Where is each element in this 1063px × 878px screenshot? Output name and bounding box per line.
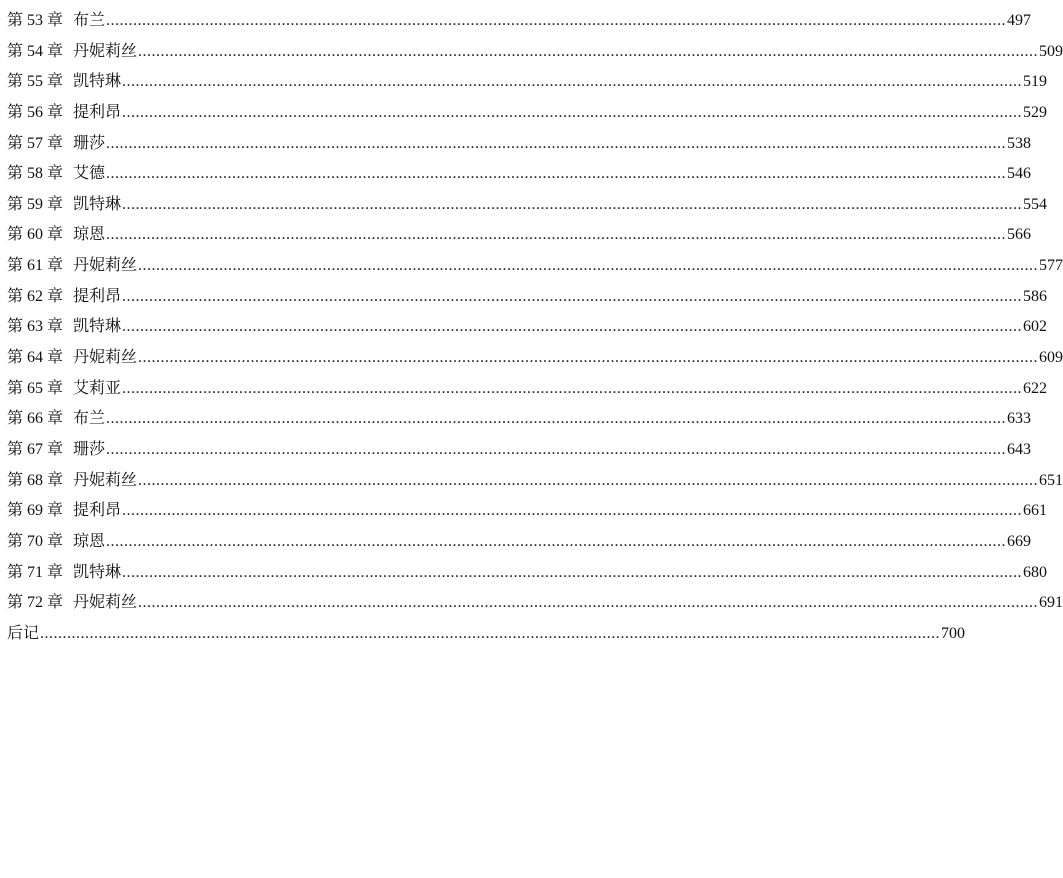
afterword-label: 后记 [7, 624, 40, 642]
chapter-prefix: 第 [7, 471, 24, 489]
dot-leader: ........................................................................................................................................................................................................ [138, 594, 1039, 612]
dot-leader: ........................................................................................................................................................................................................ [122, 287, 1023, 305]
toc-entry[interactable] [7, 312, 1048, 343]
chapter-prefix: 第 [7, 287, 24, 305]
page-number: 609 [1039, 349, 1063, 367]
dot-leader: ........................................................................................................................................................................................................ [106, 226, 1007, 244]
chapter-label [7, 251, 137, 282]
chapter-number: 66 [27, 410, 44, 428]
chapter-suffix: 章 [47, 12, 64, 29]
toc-entry[interactable] [7, 588, 1063, 619]
page-number: 622 [1023, 379, 1048, 397]
dot-leader: ........................................................................................................................................................................................................ [122, 73, 1023, 91]
chapter-title: 布兰 [73, 12, 106, 29]
toc-entry[interactable] [7, 67, 1048, 98]
chapter-label [7, 404, 105, 435]
chapter-title: 艾德 [73, 165, 106, 183]
chapter-suffix: 章 [47, 42, 64, 60]
chapter-suffix: 章 [47, 318, 64, 336]
toc-entry[interactable] [7, 496, 1048, 527]
chapter-suffix: 章 [47, 379, 64, 397]
chapter-number: 53 [27, 12, 44, 29]
chapter-prefix: 第 [7, 195, 24, 213]
chapter-title: 提利昂 [73, 287, 122, 305]
chapter-prefix: 第 [7, 410, 24, 428]
chapter-label [7, 190, 121, 221]
chapter-number: 72 [27, 594, 44, 612]
dot-leader: ........................................................................................................................................................................................................ [138, 42, 1039, 60]
chapter-number: 70 [27, 532, 44, 550]
dot-leader: ........................................................................................................................................................................................................ [106, 532, 1007, 550]
chapter-prefix: 第 [7, 502, 24, 520]
chapter-number: 57 [27, 134, 44, 152]
chapter-prefix: 第 [7, 42, 24, 60]
chapter-label [7, 435, 105, 466]
dot-leader: ........................................................................................................................................................................................................ [106, 134, 1007, 152]
chapter-suffix: 章 [47, 440, 64, 458]
dot-leader: ........................................................................................................................................................................................................ [138, 349, 1039, 367]
chapter-title: 丹妮莉丝 [73, 471, 138, 489]
page-number: 680 [1023, 563, 1048, 581]
chapter-title: 琼恩 [73, 532, 106, 550]
page-number: 554 [1023, 195, 1048, 213]
chapter-suffix: 章 [47, 134, 64, 152]
chapter-title: 提利昂 [73, 103, 122, 121]
chapter-number: 56 [27, 103, 44, 121]
toc-entry[interactable] [7, 37, 1063, 68]
page-number: 577 [1039, 257, 1063, 275]
chapter-label [7, 282, 121, 313]
chapter-title: 凯特琳 [73, 563, 122, 581]
chapter-title: 丹妮莉丝 [73, 257, 138, 275]
page-number: 586 [1023, 287, 1048, 305]
chapter-suffix: 章 [47, 165, 64, 183]
chapter-number: 54 [27, 42, 44, 60]
chapter-prefix: 第 [7, 165, 24, 183]
page-number: 529 [1023, 103, 1048, 121]
toc-entry[interactable] [7, 129, 1032, 160]
dot-leader: ........................................................................................................................................................................................................ [122, 103, 1023, 121]
dot-leader: ........................................................................................................................................................................................................ [138, 257, 1039, 275]
chapter-suffix: 章 [47, 410, 64, 428]
chapter-label [7, 496, 121, 527]
page-number: 669 [1007, 532, 1032, 550]
chapter-prefix: 第 [7, 349, 24, 367]
chapter-number: 62 [27, 287, 44, 305]
chapter-label [7, 343, 137, 374]
chapter-prefix: 第 [7, 103, 24, 121]
chapter-suffix: 章 [47, 594, 64, 612]
toc-entry[interactable] [7, 190, 1048, 221]
chapter-title: 丹妮莉丝 [73, 594, 138, 612]
chapter-number: 58 [27, 165, 44, 183]
chapter-label [7, 98, 121, 129]
chapter-number: 55 [27, 73, 44, 91]
chapter-number: 69 [27, 502, 44, 520]
chapter-prefix: 第 [7, 257, 24, 275]
dot-leader: ........................................................................................................................................................................................................ [106, 410, 1007, 428]
chapter-suffix: 章 [47, 471, 64, 489]
dot-leader: ........................................................................................................................................................................................................ [122, 379, 1023, 397]
chapter-prefix: 第 [7, 594, 24, 612]
chapter-prefix: 第 [7, 440, 24, 458]
toc-entry[interactable] [7, 558, 1048, 589]
chapter-title: 丹妮莉丝 [73, 349, 138, 367]
chapter-number: 60 [27, 226, 44, 244]
dot-leader: ........................................................................................................................................................................................................ [106, 440, 1007, 458]
chapter-number: 68 [27, 471, 44, 489]
dot-leader: ........................................................................................................................................................................................................ [106, 12, 1007, 29]
page-number: 509 [1039, 42, 1063, 60]
chapter-prefix: 第 [7, 532, 24, 550]
chapter-suffix: 章 [47, 349, 64, 367]
toc-entry[interactable] [7, 404, 1032, 435]
dot-leader: ........................................................................................................................................................................................................ [138, 471, 1039, 489]
toc-entry[interactable] [7, 435, 1032, 466]
page-number: 651 [1039, 471, 1063, 489]
dot-leader: ........................................................................................................................................................................................................ [122, 563, 1023, 581]
toc-entry[interactable] [7, 466, 1063, 497]
chapter-label [7, 527, 105, 558]
page-number: 538 [1007, 134, 1032, 152]
chapter-suffix: 章 [47, 73, 64, 91]
toc-entry-afterword[interactable] [7, 619, 966, 650]
chapter-suffix: 章 [47, 226, 64, 244]
chapter-label [7, 129, 105, 160]
chapter-label [7, 159, 105, 190]
chapter-title: 艾莉亚 [73, 379, 122, 397]
toc-entry[interactable] [7, 527, 1032, 558]
chapter-title: 提利昂 [73, 502, 122, 520]
chapter-label [7, 37, 137, 68]
page-number: 566 [1007, 226, 1032, 244]
chapter-title: 珊莎 [73, 134, 106, 152]
toc-entry[interactable] [7, 6, 1032, 37]
chapter-prefix: 第 [7, 318, 24, 336]
chapter-number: 59 [27, 195, 44, 213]
toc-entry[interactable] [7, 220, 1032, 251]
chapter-number: 71 [27, 563, 44, 581]
chapter-label [7, 67, 121, 98]
chapter-suffix: 章 [47, 257, 64, 275]
chapter-label [7, 220, 105, 251]
chapter-title: 凯特琳 [73, 195, 122, 213]
dot-leader: ........................................................................................................................................................................................................ [40, 624, 941, 642]
chapter-suffix: 章 [47, 287, 64, 305]
dot-leader: ........................................................................................................................................................................................................ [122, 502, 1023, 520]
chapter-label [7, 558, 121, 589]
chapter-label [7, 588, 137, 619]
chapter-label [7, 312, 121, 343]
page-number: 546 [1007, 165, 1032, 183]
chapter-prefix: 第 [7, 563, 24, 581]
page-number: 700 [941, 624, 966, 642]
toc-entry[interactable] [7, 98, 1048, 129]
chapter-number: 65 [27, 379, 44, 397]
chapter-number: 67 [27, 440, 44, 458]
dot-leader: ........................................................................................................................................................................................................ [106, 165, 1007, 183]
page-number: 633 [1007, 410, 1032, 428]
chapter-prefix: 第 [7, 226, 24, 244]
chapter-title: 琼恩 [73, 226, 106, 244]
chapter-suffix: 章 [47, 502, 64, 520]
chapter-label [7, 6, 105, 37]
dot-leader: ........................................................................................................................................................................................................ [122, 195, 1023, 213]
chapter-number: 61 [27, 257, 44, 275]
page-number: 519 [1023, 73, 1048, 91]
page-number: 497 [1007, 12, 1032, 29]
chapter-suffix: 章 [47, 195, 64, 213]
page-number: 691 [1039, 594, 1063, 612]
chapter-title: 布兰 [73, 410, 106, 428]
toc-entry[interactable] [7, 251, 1063, 282]
table-of-contents [7, 6, 1063, 649]
dot-leader: ........................................................................................................................................................................................................ [122, 318, 1023, 336]
chapter-suffix: 章 [47, 563, 64, 581]
chapter-prefix: 第 [7, 12, 24, 29]
chapter-title: 珊莎 [73, 440, 106, 458]
chapter-suffix: 章 [47, 103, 64, 121]
chapter-label [7, 466, 137, 497]
chapter-title: 凯特琳 [73, 73, 122, 91]
toc-entry[interactable] [7, 374, 1048, 405]
toc-entry[interactable] [7, 159, 1032, 190]
page-number: 643 [1007, 440, 1032, 458]
page-number: 661 [1023, 502, 1048, 520]
chapter-suffix: 章 [47, 532, 64, 550]
toc-entry[interactable] [7, 343, 1063, 374]
chapter-prefix: 第 [7, 379, 24, 397]
chapter-label [7, 374, 121, 405]
toc-entry[interactable] [7, 282, 1048, 313]
page-number: 602 [1023, 318, 1048, 336]
chapter-number: 63 [27, 318, 44, 336]
chapter-title: 凯特琳 [73, 318, 122, 336]
chapter-prefix: 第 [7, 134, 24, 152]
chapter-number: 64 [27, 349, 44, 367]
chapter-title: 丹妮莉丝 [73, 42, 138, 60]
chapter-prefix: 第 [7, 73, 24, 91]
